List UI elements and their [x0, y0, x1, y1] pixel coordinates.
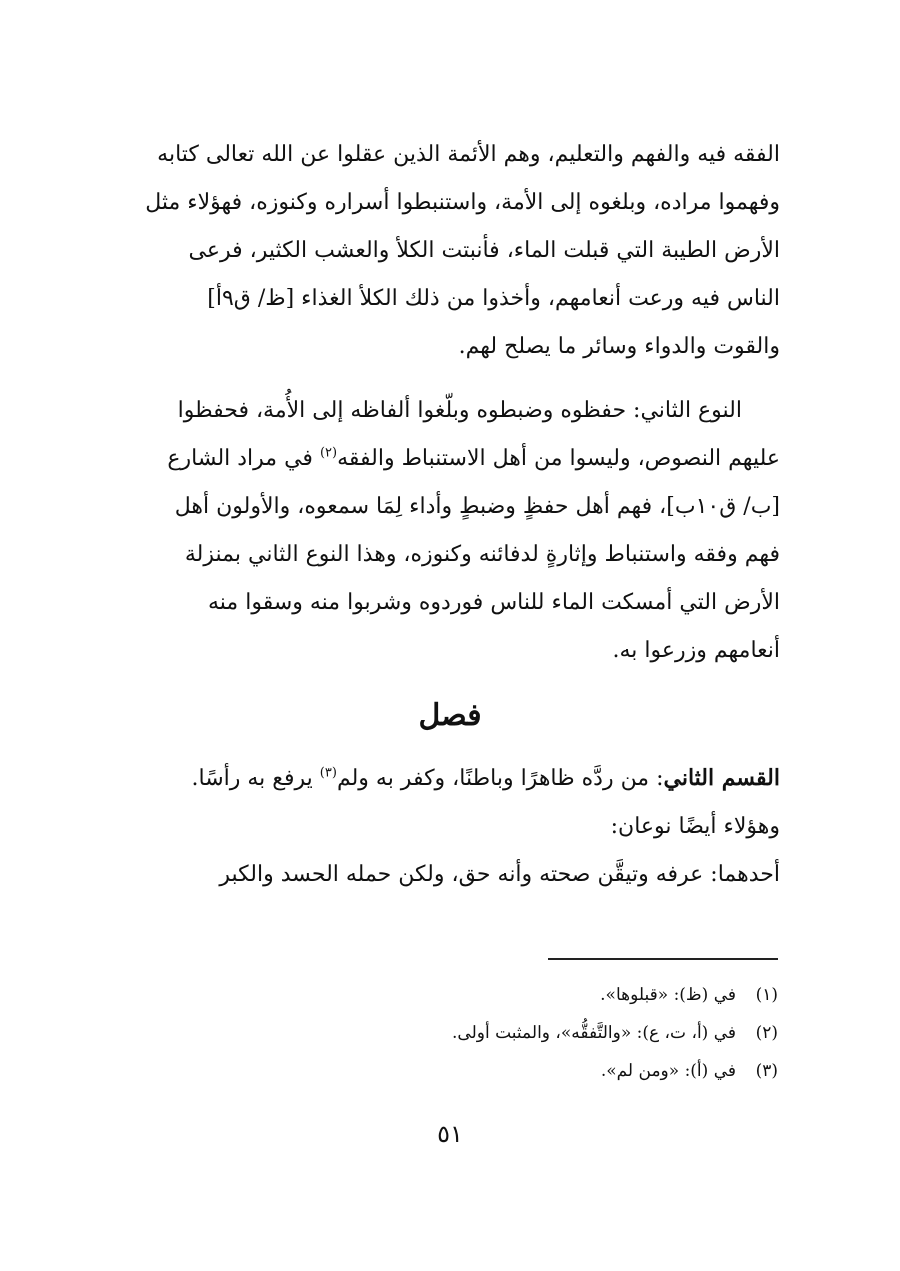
footnote-item [118, 1052, 778, 1090]
paragraph-line-text: عليهم النصوص، وليسوا من أهل الاستنباط والفقه [337, 446, 780, 471]
footnote-number: (٣) [755, 1061, 778, 1081]
paragraph-line: وفهموا مراده، وبلغوه إلى الأمة، واستنبطوا أسراره وكنوزه، فهؤلاء مثل [145, 190, 780, 215]
footnote-text: في (ظ): «قبلوها». [600, 985, 736, 1005]
paragraph-line: الناس فيه ورعت أنعامهم، وأخذوا من ذلك الكلأ الغذاء [ظ/ ق٩أ] [207, 286, 780, 311]
footnote-divider [548, 958, 778, 960]
footnote-number: (٢) [755, 1023, 778, 1043]
bold-lead: القسم الثاني [663, 765, 780, 791]
footnote-item [118, 1014, 778, 1052]
paragraph-line: والقوت والدواء وسائر ما يصلح لهم. [458, 334, 780, 359]
paragraph-line: أحدهما: عرفه وتيقَّن صحته وأنه حق، ولكن حمله الحسد والكبر [219, 862, 780, 887]
paragraph-3 [120, 754, 780, 899]
paragraph-line-text: في مراد الشارع [167, 446, 320, 471]
paragraph-line: الأرض التي أمسكت الماء للناس فوردوه وشربوا منه وسقوا منه [208, 590, 780, 615]
paragraph-line-text: النوع الثاني: حفظوه وضبطوه وبلّغوا ألفاظه إلى الأُمة، فحفظوا [177, 398, 742, 423]
paragraph-line: [ب/ ق١٠ب]، فهم أهل حفظٍ وضبطٍ وأداء لِمَا سمعوه، والأولون أهل [174, 494, 780, 519]
paragraph-line [120, 754, 780, 803]
paragraph-line [120, 387, 780, 435]
footnote-item [118, 976, 778, 1014]
paragraph-line: أنعامهم وزرعوا به. [612, 638, 780, 663]
paragraph-line-text: يرفع به رأسًا. [191, 766, 320, 791]
paragraph-line: الفقه فيه والفهم والتعليم، وهم الأئمة الذين عقلوا عن الله تعالى كتابه [157, 142, 780, 167]
footnote-number: (١) [755, 985, 778, 1005]
footnote-ref-2: (٢) [319, 445, 338, 461]
footnote-ref-3: (٣) [319, 765, 337, 781]
footnote-text: في (أ، ت، ع): «والتَّفقُّه»، والمثبت أولى. [452, 1023, 736, 1043]
page-number: ٥١ [437, 1120, 463, 1148]
footnotes [118, 976, 778, 1090]
paragraph-line-text: : من ردَّه ظاهرًا وباطنًا، وكفر به ولم [336, 766, 664, 791]
paragraph-line: فهم وفقه واستنباط وإثارةٍ لدفائنه وكنوزه، وهذا النوع الثاني بمنزلة [184, 542, 780, 567]
paragraph-2 [120, 387, 780, 675]
paragraph-line: وهؤلاء أيضًا نوعان: [610, 814, 780, 839]
paragraph-1 [120, 131, 780, 371]
paragraph-line [120, 435, 780, 483]
footnote-text: في (أ): «ومن لم». [600, 1061, 736, 1081]
paragraph-line: الأرض الطيبة التي قبلت الماء، فأنبتت الكلأ والعشب الكثير، فرعى [188, 238, 780, 263]
section-heading: فصل [418, 698, 482, 733]
